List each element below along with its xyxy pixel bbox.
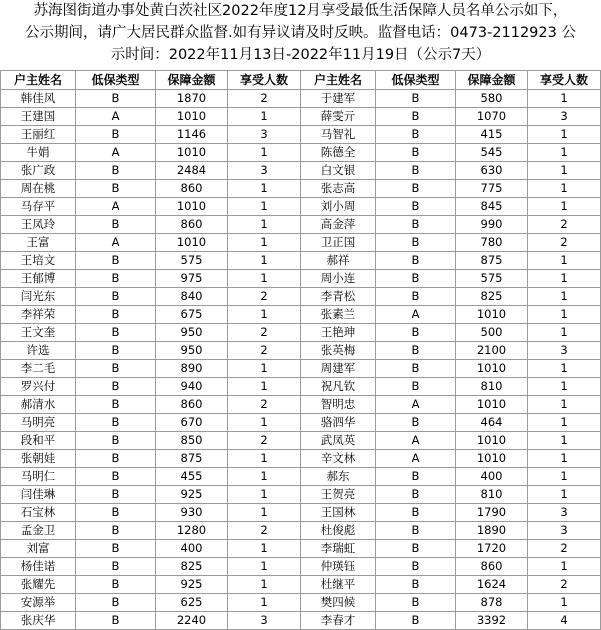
cell-name: 张志高 bbox=[301, 180, 376, 198]
cell-type: B bbox=[376, 144, 456, 162]
table-row bbox=[1, 486, 601, 504]
cell-name: 张庆华 bbox=[1, 612, 76, 630]
cell-type: B bbox=[76, 594, 156, 612]
cell-name: 罗兴付 bbox=[1, 378, 76, 396]
cell-amount: 2484 bbox=[156, 162, 228, 180]
cell-count: 1 bbox=[528, 414, 601, 432]
cell-name: 王文奎 bbox=[1, 324, 76, 342]
table-row bbox=[1, 270, 601, 288]
cell-name: 王艳珅 bbox=[301, 324, 376, 342]
cell-type: B bbox=[376, 288, 456, 306]
cell-name: 张素兰 bbox=[301, 306, 376, 324]
cell-name: 白文银 bbox=[301, 162, 376, 180]
cell-count: 1 bbox=[228, 216, 301, 234]
cell-type: B bbox=[376, 504, 456, 522]
cell-type: B bbox=[76, 342, 156, 360]
cell-amount: 1010 bbox=[456, 450, 528, 468]
cell-name: 刘小周 bbox=[301, 198, 376, 216]
header-count-2: 享受人数 bbox=[528, 71, 601, 90]
cell-amount: 1010 bbox=[456, 432, 528, 450]
cell-amount: 575 bbox=[156, 252, 228, 270]
cell-amount: 860 bbox=[156, 180, 228, 198]
cell-name: 于建军 bbox=[301, 90, 376, 108]
cell-count: 1 bbox=[528, 450, 601, 468]
cell-amount: 545 bbox=[456, 144, 528, 162]
cell-type: A bbox=[376, 450, 456, 468]
notice-text bbox=[0, 0, 601, 70]
cell-type: B bbox=[76, 612, 156, 630]
cell-count: 1 bbox=[228, 468, 301, 486]
cell-name: 石宝林 bbox=[1, 504, 76, 522]
cell-type: B bbox=[376, 252, 456, 270]
cell-type: B bbox=[76, 522, 156, 540]
table-row bbox=[1, 342, 601, 360]
cell-type: B bbox=[376, 576, 456, 594]
cell-amount: 1010 bbox=[156, 198, 228, 216]
cell-count: 1 bbox=[228, 504, 301, 522]
cell-type: B bbox=[376, 486, 456, 504]
cell-name: 杜继平 bbox=[301, 576, 376, 594]
header-type: 低保类型 bbox=[76, 71, 156, 90]
notice-line-2: 公示期间，请广大居民群众监督.如有异议请及时反映。监督电话：0473-2112923 公 bbox=[25, 25, 576, 41]
cell-count: 3 bbox=[528, 342, 601, 360]
table-row bbox=[1, 216, 601, 234]
cell-amount: 2240 bbox=[156, 612, 228, 630]
cell-name: 张朝娃 bbox=[1, 450, 76, 468]
cell-name: 张广政 bbox=[1, 162, 76, 180]
cell-type: B bbox=[76, 90, 156, 108]
cell-count: 2 bbox=[528, 576, 601, 594]
cell-amount: 575 bbox=[456, 270, 528, 288]
cell-name: 樊四候 bbox=[301, 594, 376, 612]
table-row bbox=[1, 324, 601, 342]
cell-amount: 1010 bbox=[456, 396, 528, 414]
cell-name: 王郁博 bbox=[1, 270, 76, 288]
cell-type: B bbox=[376, 198, 456, 216]
cell-count: 2 bbox=[228, 288, 301, 306]
cell-name: 陈德全 bbox=[301, 144, 376, 162]
cell-amount: 500 bbox=[456, 324, 528, 342]
cell-count: 1 bbox=[528, 270, 601, 288]
cell-name: 王贺亮 bbox=[301, 486, 376, 504]
cell-count: 1 bbox=[528, 468, 601, 486]
cell-amount: 1010 bbox=[456, 360, 528, 378]
cell-type: B bbox=[376, 126, 456, 144]
table-row bbox=[1, 180, 601, 198]
cell-type: A bbox=[376, 396, 456, 414]
cell-count: 1 bbox=[528, 432, 601, 450]
cell-type: B bbox=[376, 270, 456, 288]
cell-type: B bbox=[376, 162, 456, 180]
cell-count: 1 bbox=[228, 450, 301, 468]
cell-count: 1 bbox=[528, 396, 601, 414]
cell-amount: 1146 bbox=[156, 126, 228, 144]
table-row bbox=[1, 594, 601, 612]
notice-line-3: 示时间：2022年11月13日-2022年11月19日（公示7天） bbox=[110, 47, 491, 63]
cell-name: 辛文林 bbox=[301, 450, 376, 468]
cell-amount: 415 bbox=[456, 126, 528, 144]
table-row bbox=[1, 360, 601, 378]
cell-count: 1 bbox=[228, 486, 301, 504]
cell-amount: 1070 bbox=[456, 108, 528, 126]
cell-type: B bbox=[376, 360, 456, 378]
cell-name: 张耀先 bbox=[1, 576, 76, 594]
cell-type: B bbox=[376, 594, 456, 612]
cell-count: 3 bbox=[528, 522, 601, 540]
cell-type: B bbox=[76, 576, 156, 594]
table-row bbox=[1, 378, 601, 396]
cell-amount: 625 bbox=[156, 594, 228, 612]
cell-count: 1 bbox=[228, 180, 301, 198]
cell-count: 1 bbox=[528, 378, 601, 396]
cell-amount: 1010 bbox=[156, 234, 228, 252]
table-row bbox=[1, 576, 601, 594]
cell-name: 马存平 bbox=[1, 198, 76, 216]
cell-count: 2 bbox=[228, 396, 301, 414]
cell-count: 1 bbox=[528, 90, 601, 108]
notice-line-1: 苏海图街道办事处黄白茨社区2022年度12月享受最低生活保障人员名单公示如下， bbox=[33, 3, 568, 19]
cell-amount: 1010 bbox=[156, 108, 228, 126]
cell-name: 闫佳琳 bbox=[1, 486, 76, 504]
table-row bbox=[1, 288, 601, 306]
cell-count: 1 bbox=[228, 108, 301, 126]
cell-type: B bbox=[76, 162, 156, 180]
cell-amount: 875 bbox=[456, 252, 528, 270]
cell-count: 1 bbox=[228, 144, 301, 162]
cell-name: 李祥荣 bbox=[1, 306, 76, 324]
cell-amount: 850 bbox=[156, 432, 228, 450]
cell-name: 李春才 bbox=[301, 612, 376, 630]
cell-name: 郝清水 bbox=[1, 396, 76, 414]
cell-amount: 925 bbox=[156, 486, 228, 504]
cell-amount: 860 bbox=[156, 396, 228, 414]
table-row bbox=[1, 432, 601, 450]
cell-count: 1 bbox=[528, 144, 601, 162]
cell-amount: 3392 bbox=[456, 612, 528, 630]
cell-amount: 1624 bbox=[456, 576, 528, 594]
table-row bbox=[1, 198, 601, 216]
cell-count: 1 bbox=[228, 306, 301, 324]
cell-type: B bbox=[376, 522, 456, 540]
cell-name: 骆泗华 bbox=[301, 414, 376, 432]
cell-amount: 455 bbox=[156, 468, 228, 486]
cell-name: 张英梅 bbox=[301, 342, 376, 360]
cell-name: 马智礼 bbox=[301, 126, 376, 144]
cell-amount: 580 bbox=[456, 90, 528, 108]
cell-amount: 990 bbox=[456, 216, 528, 234]
cell-amount: 860 bbox=[156, 216, 228, 234]
cell-name: 李瑞虹 bbox=[301, 540, 376, 558]
cell-count: 1 bbox=[228, 198, 301, 216]
cell-count: 1 bbox=[528, 594, 601, 612]
cell-amount: 1720 bbox=[456, 540, 528, 558]
cell-type: B bbox=[76, 180, 156, 198]
recipients-table bbox=[0, 70, 601, 630]
cell-name: 王富 bbox=[1, 234, 76, 252]
cell-amount: 825 bbox=[456, 288, 528, 306]
table-row bbox=[1, 504, 601, 522]
table-row bbox=[1, 234, 601, 252]
cell-type: B bbox=[376, 90, 456, 108]
cell-count: 1 bbox=[228, 594, 301, 612]
table-row bbox=[1, 522, 601, 540]
cell-count: 2 bbox=[528, 234, 601, 252]
cell-type: B bbox=[76, 468, 156, 486]
table-row bbox=[1, 108, 601, 126]
cell-amount: 675 bbox=[156, 306, 228, 324]
cell-count: 1 bbox=[228, 414, 301, 432]
cell-amount: 840 bbox=[156, 288, 228, 306]
cell-type: B bbox=[76, 216, 156, 234]
cell-count: 1 bbox=[228, 270, 301, 288]
cell-type: B bbox=[376, 108, 456, 126]
header-amount-2: 保障金额 bbox=[456, 71, 528, 90]
cell-count: 1 bbox=[228, 252, 301, 270]
cell-type: B bbox=[76, 558, 156, 576]
cell-name: 郝东 bbox=[301, 468, 376, 486]
cell-count: 1 bbox=[528, 162, 601, 180]
cell-type: B bbox=[76, 486, 156, 504]
cell-count: 2 bbox=[228, 342, 301, 360]
table-row bbox=[1, 612, 601, 630]
cell-amount: 1790 bbox=[456, 504, 528, 522]
cell-type: B bbox=[376, 216, 456, 234]
cell-amount: 1280 bbox=[156, 522, 228, 540]
cell-amount: 1890 bbox=[456, 522, 528, 540]
table-row bbox=[1, 558, 601, 576]
cell-count: 2 bbox=[528, 216, 601, 234]
cell-name: 祝凡钦 bbox=[301, 378, 376, 396]
cell-name: 段和平 bbox=[1, 432, 76, 450]
cell-count: 3 bbox=[228, 162, 301, 180]
cell-count: 2 bbox=[228, 90, 301, 108]
table-row bbox=[1, 90, 601, 108]
cell-name: 刘富 bbox=[1, 540, 76, 558]
cell-count: 1 bbox=[228, 576, 301, 594]
cell-name: 牛娟 bbox=[1, 144, 76, 162]
cell-amount: 860 bbox=[456, 558, 528, 576]
cell-count: 1 bbox=[228, 558, 301, 576]
cell-amount: 975 bbox=[156, 270, 228, 288]
table-row bbox=[1, 540, 601, 558]
cell-name: 马明仁 bbox=[1, 468, 76, 486]
cell-type: B bbox=[76, 306, 156, 324]
cell-count: 3 bbox=[228, 126, 301, 144]
cell-name: 王丽红 bbox=[1, 126, 76, 144]
cell-type: B bbox=[76, 324, 156, 342]
table-row bbox=[1, 144, 601, 162]
cell-name: 许选 bbox=[1, 342, 76, 360]
cell-type: B bbox=[376, 324, 456, 342]
table-row bbox=[1, 468, 601, 486]
cell-type: A bbox=[76, 234, 156, 252]
cell-name: 高金萍 bbox=[301, 216, 376, 234]
cell-count: 3 bbox=[528, 108, 601, 126]
cell-type: A bbox=[76, 108, 156, 126]
cell-type: B bbox=[376, 558, 456, 576]
table-row bbox=[1, 126, 601, 144]
cell-amount: 1010 bbox=[456, 306, 528, 324]
cell-type: B bbox=[76, 504, 156, 522]
cell-name: 周小连 bbox=[301, 270, 376, 288]
cell-count: 2 bbox=[528, 540, 601, 558]
header-count: 享受人数 bbox=[228, 71, 301, 90]
cell-count: 1 bbox=[228, 378, 301, 396]
cell-count: 1 bbox=[528, 306, 601, 324]
cell-type: B bbox=[76, 270, 156, 288]
cell-count: 1 bbox=[528, 288, 601, 306]
cell-name: 李二毛 bbox=[1, 360, 76, 378]
cell-amount: 1010 bbox=[156, 144, 228, 162]
cell-type: B bbox=[376, 342, 456, 360]
cell-name: 卫正国 bbox=[301, 234, 376, 252]
cell-type: B bbox=[76, 378, 156, 396]
cell-amount: 670 bbox=[156, 414, 228, 432]
cell-amount: 630 bbox=[456, 162, 528, 180]
cell-type: B bbox=[376, 612, 456, 630]
cell-amount: 950 bbox=[156, 342, 228, 360]
cell-name: 王国林 bbox=[301, 504, 376, 522]
cell-amount: 878 bbox=[456, 594, 528, 612]
cell-type: B bbox=[76, 396, 156, 414]
cell-amount: 1870 bbox=[156, 90, 228, 108]
cell-amount: 825 bbox=[156, 558, 228, 576]
cell-amount: 810 bbox=[456, 486, 528, 504]
cell-name: 王培文 bbox=[1, 252, 76, 270]
cell-type: B bbox=[76, 414, 156, 432]
header-amount: 保障金额 bbox=[156, 71, 228, 90]
cell-type: B bbox=[376, 414, 456, 432]
cell-name: 马明亮 bbox=[1, 414, 76, 432]
cell-name: 安源举 bbox=[1, 594, 76, 612]
cell-name: 王凤玲 bbox=[1, 216, 76, 234]
table-row bbox=[1, 414, 601, 432]
cell-name: 仲瑛钰 bbox=[301, 558, 376, 576]
cell-name: 周建军 bbox=[301, 360, 376, 378]
header-type-2: 低保类型 bbox=[376, 71, 456, 90]
cell-name: 武凤英 bbox=[301, 432, 376, 450]
cell-amount: 810 bbox=[456, 378, 528, 396]
cell-amount: 930 bbox=[156, 504, 228, 522]
cell-name: 韩佳风 bbox=[1, 90, 76, 108]
cell-name: 薛雯亓 bbox=[301, 108, 376, 126]
cell-count: 2 bbox=[228, 432, 301, 450]
table-row bbox=[1, 450, 601, 468]
cell-name: 闫光东 bbox=[1, 288, 76, 306]
cell-count: 1 bbox=[528, 180, 601, 198]
table-header-row bbox=[1, 71, 601, 90]
cell-amount: 925 bbox=[156, 576, 228, 594]
cell-count: 1 bbox=[528, 486, 601, 504]
cell-type: A bbox=[376, 432, 456, 450]
table-row bbox=[1, 162, 601, 180]
cell-amount: 400 bbox=[456, 468, 528, 486]
table-body bbox=[1, 90, 601, 630]
cell-name: 郝祥 bbox=[301, 252, 376, 270]
cell-type: B bbox=[376, 468, 456, 486]
cell-name: 孟金卫 bbox=[1, 522, 76, 540]
cell-amount: 780 bbox=[456, 234, 528, 252]
cell-type: A bbox=[376, 306, 456, 324]
cell-amount: 775 bbox=[456, 180, 528, 198]
cell-type: B bbox=[76, 252, 156, 270]
cell-type: A bbox=[76, 198, 156, 216]
cell-type: B bbox=[376, 378, 456, 396]
cell-amount: 890 bbox=[156, 360, 228, 378]
cell-count: 1 bbox=[528, 198, 601, 216]
table-row bbox=[1, 396, 601, 414]
cell-count: 1 bbox=[528, 126, 601, 144]
cell-type: B bbox=[76, 540, 156, 558]
cell-name: 智明忠 bbox=[301, 396, 376, 414]
header-name-2: 户主姓名 bbox=[301, 71, 376, 90]
cell-type: B bbox=[376, 234, 456, 252]
cell-amount: 2100 bbox=[456, 342, 528, 360]
cell-amount: 940 bbox=[156, 378, 228, 396]
cell-amount: 400 bbox=[156, 540, 228, 558]
cell-type: A bbox=[76, 144, 156, 162]
cell-count: 3 bbox=[528, 504, 601, 522]
cell-count: 1 bbox=[228, 234, 301, 252]
cell-type: B bbox=[76, 360, 156, 378]
cell-type: B bbox=[76, 288, 156, 306]
cell-count: 2 bbox=[228, 522, 301, 540]
cell-name: 周在桃 bbox=[1, 180, 76, 198]
cell-type: B bbox=[376, 180, 456, 198]
cell-count: 1 bbox=[528, 360, 601, 378]
cell-amount: 950 bbox=[156, 324, 228, 342]
cell-name: 杨佳诺 bbox=[1, 558, 76, 576]
cell-count: 1 bbox=[528, 252, 601, 270]
table-row bbox=[1, 252, 601, 270]
cell-type: B bbox=[376, 540, 456, 558]
cell-count: 1 bbox=[228, 540, 301, 558]
cell-count: 1 bbox=[228, 360, 301, 378]
cell-type: B bbox=[76, 450, 156, 468]
cell-name: 李青松 bbox=[301, 288, 376, 306]
cell-count: 1 bbox=[528, 324, 601, 342]
cell-amount: 875 bbox=[156, 450, 228, 468]
header-name: 户主姓名 bbox=[1, 71, 76, 90]
cell-type: B bbox=[76, 432, 156, 450]
table-row bbox=[1, 306, 601, 324]
cell-amount: 464 bbox=[456, 414, 528, 432]
cell-count: 1 bbox=[528, 558, 601, 576]
cell-name: 王建国 bbox=[1, 108, 76, 126]
cell-name: 杜俊彪 bbox=[301, 522, 376, 540]
cell-count: 2 bbox=[228, 324, 301, 342]
cell-count: 3 bbox=[228, 612, 301, 630]
cell-count: 4 bbox=[528, 612, 601, 630]
cell-type: B bbox=[76, 126, 156, 144]
cell-amount: 845 bbox=[456, 198, 528, 216]
